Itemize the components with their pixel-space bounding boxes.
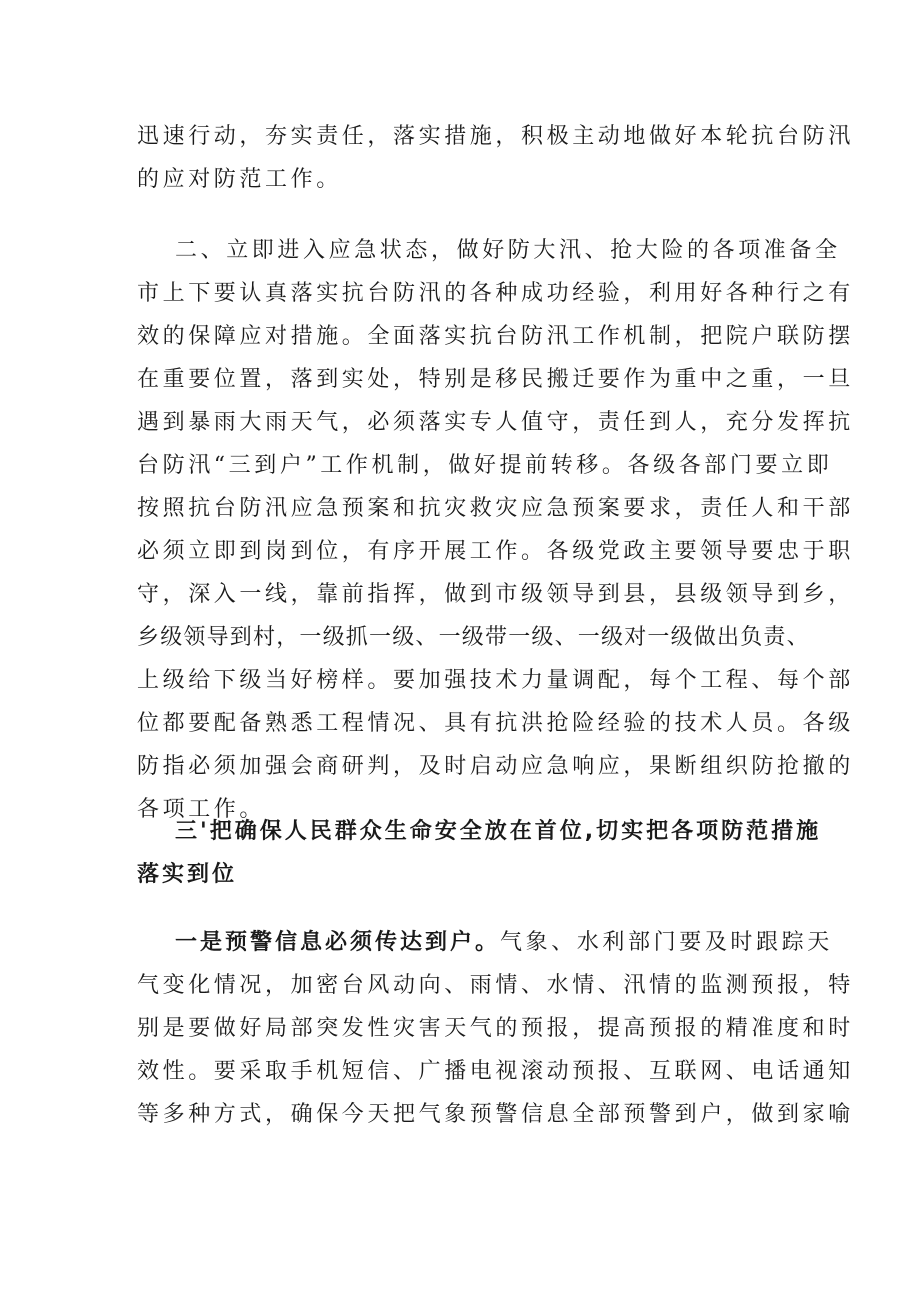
body-text-line: 防指必须加强会商研判，及时启动应急响应，果断组织防抢撤的 [137, 754, 854, 779]
body-text-line: 在重要位置，落到实处，特别是移民搬迁要作为重中之重，一旦 [137, 367, 854, 392]
body-text-line: 乡级领导到村，一级抓一级、一级带一级、一级对一级做出负责、 [137, 625, 810, 650]
body-text-line: 别是要做好局部突发性灾害天气的预报，提高预报的精准度和时 [137, 1016, 854, 1041]
body-text-line: 位都要配备熟悉工程情况、具有抗洪抢险经验的技术人员。各级 [137, 711, 854, 736]
warning-paragraph-text: 气象、水利部门要及时跟踪天 [500, 930, 833, 955]
body-text-line: 各项工作。 [137, 797, 266, 822]
section-three-heading-continued: 落实到位 [137, 862, 238, 887]
warning-paragraph-lead: 一是预警信息必须传达到户。 [175, 930, 501, 955]
body-text-line: 上级给下级当好榜样。要加强技术力量调配，每个工程、每个部 [137, 668, 854, 693]
body-text-line: 台防汛“三到户”工作机制，做好提前转移。各级各部门要立即 [137, 453, 833, 478]
body-text-line: 的应对防范工作。 [137, 167, 342, 192]
section-three-heading: 三'把确保人民群众生命安全放在首位,切实把各项防范措施 [175, 819, 822, 844]
body-text-line: 遇到暴雨大雨天气，必须落实专人值守，责任到人，充分发挥抗 [137, 410, 854, 435]
body-text-line: 必须立即到岗到位，有序开展工作。各级党政主要领导要忠于职 [137, 539, 854, 564]
section-two-heading-line: 二、立即进入应急状态，做好防大汛、抢大险的各项准备全 [175, 238, 841, 263]
body-text-line: 迅速行动，夯实责任，落实措施，积极主动地做好本轮抗台防汛 [137, 124, 854, 149]
warning-paragraph-first-line [175, 921, 833, 964]
body-text-line: 守，深入一线，靠前指挥，做到市级领导到县，县级领导到乡， [137, 582, 854, 607]
body-text-line: 效的保障应对措施。全面落实抗台防汛工作机制，把院户联防摆 [137, 324, 854, 349]
body-text-line: 气变化情况，加密台风动向、雨情、水情、汛情的监测预报，特 [137, 973, 854, 998]
body-text-line: 按照抗台防汛应急预案和抗灾救灾应急预案要求，责任人和干部 [137, 496, 854, 521]
body-text-line: 效性。要采取手机短信、广播电视滚动预报、互联网、电话通知 [137, 1059, 854, 1084]
body-text-line: 等多种方式，确保今天把气象预警信息全部预警到户，做到家喻 [137, 1102, 854, 1127]
body-text-line: 市上下要认真落实抗台防汛的各种成功经验，利用好各种行之有 [137, 281, 854, 306]
